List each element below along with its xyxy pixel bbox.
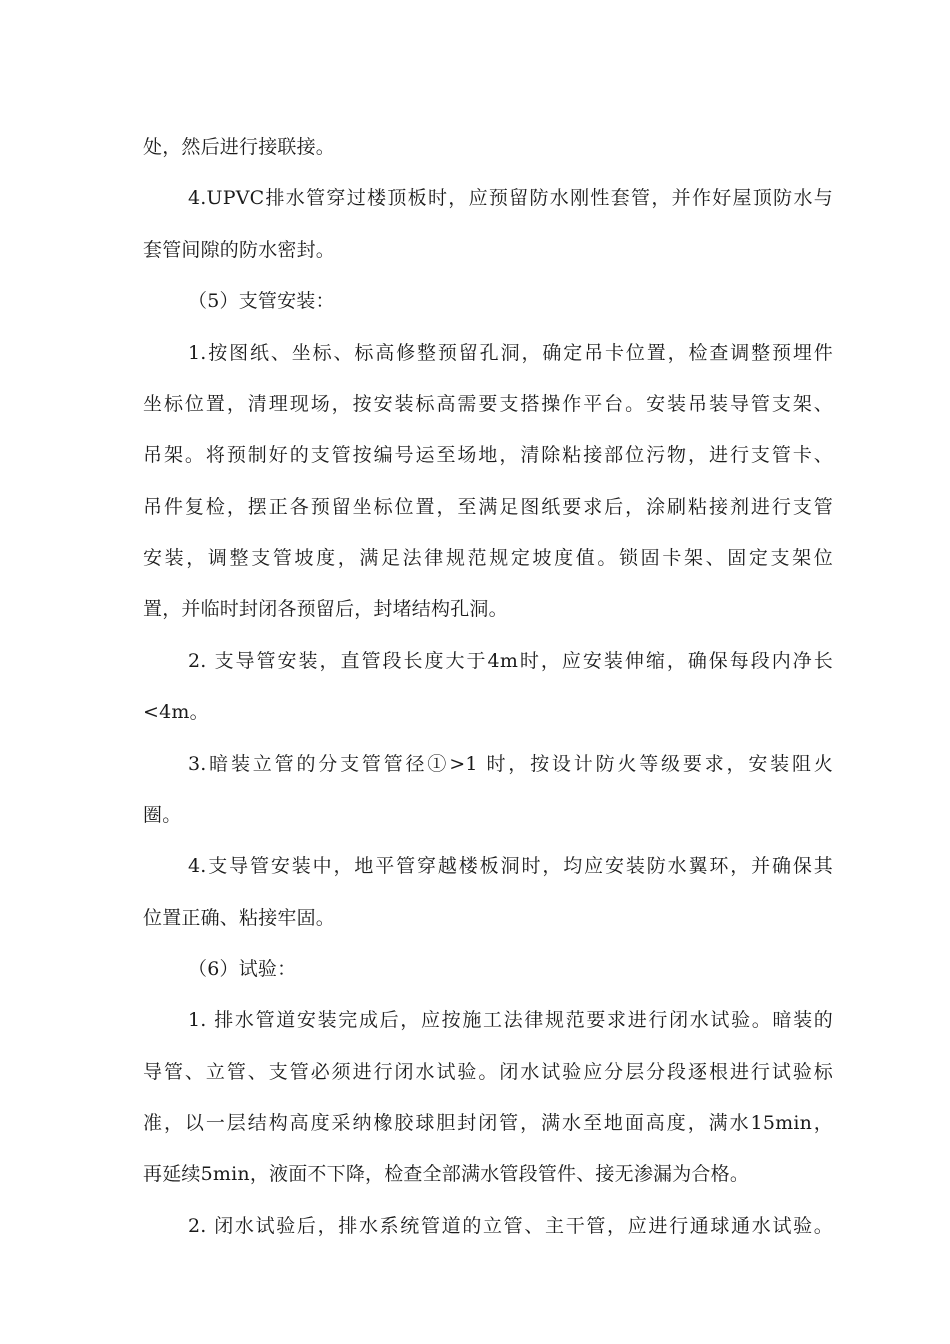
- text-line-21: 再延续5min，液面不下降，检查全部满水管段管件、接无渗漏为合格。: [143, 1163, 750, 1185]
- text-line-11: 2. 支导管安装，直管段长度大于4m时，应安装伸缩，确保每段内净长: [188, 650, 833, 672]
- text-line-14: 圈。: [143, 804, 182, 826]
- text-line-8: 吊件复检，摆正各预留坐标位置，至满足图纸要求后，涂刷粘接剂进行支管: [143, 496, 833, 518]
- text-line-19: 导管、立管、支管必须进行闭水试验。闭水试验应分层分段逐根进行试验标: [143, 1061, 833, 1083]
- text-line-20: 准，以一层结构高度采纳橡胶球胆封闭管，满水至地面高度，满水15min，: [143, 1112, 833, 1134]
- text-line-9: 安装，调整支管坡度，满足法律规范规定坡度值。锁固卡架、固定支架位: [143, 547, 833, 569]
- text-line-10: 置，并临时封闭各预留后，封堵结构孔洞。: [143, 598, 508, 620]
- text-line-12: <4m。: [143, 701, 209, 723]
- text-line-16: 位置正确、粘接牢固。: [143, 907, 336, 929]
- section-heading-6: （6）试验：: [188, 958, 297, 980]
- text-line-7: 吊架。将预制好的支管按编号运至场地，清除粘接部位污物，进行支管卡、: [143, 444, 833, 466]
- text-line-2: 4.UPVC排水管穿过楼顶板时，应预留防水刚性套管，并作好屋顶防水与: [188, 187, 833, 209]
- text-line-22: 2. 闭水试验后，排水系统管道的立管、主干管，应进行通球通水试验。: [188, 1215, 833, 1237]
- text-line-15: 4.支导管安装中，地平管穿越楼板洞时，均应安装防水翼环，并确保其: [188, 855, 833, 877]
- text-line-18: 1. 排水管道安装完成后，应按施工法律规范要求进行闭水试验。暗装的: [188, 1009, 833, 1031]
- text-line-1: 处，然后进行接联接。: [143, 136, 336, 158]
- text-line-3: 套管间隙的防水密封。: [143, 239, 336, 261]
- text-line-5: 1.按图纸、坐标、标高修整预留孔洞，确定吊卡位置，检查调整预埋件: [188, 342, 833, 364]
- text-line-13: 3.暗装立管的分支管管径①>1 时，按设计防火等级要求，安装阻火: [188, 753, 833, 775]
- section-heading-5: （5）支管安装：: [188, 290, 335, 312]
- text-line-6: 坐标位置，清理现场，按安装标高需要支搭操作平台。安装吊装导管支架、: [143, 393, 833, 415]
